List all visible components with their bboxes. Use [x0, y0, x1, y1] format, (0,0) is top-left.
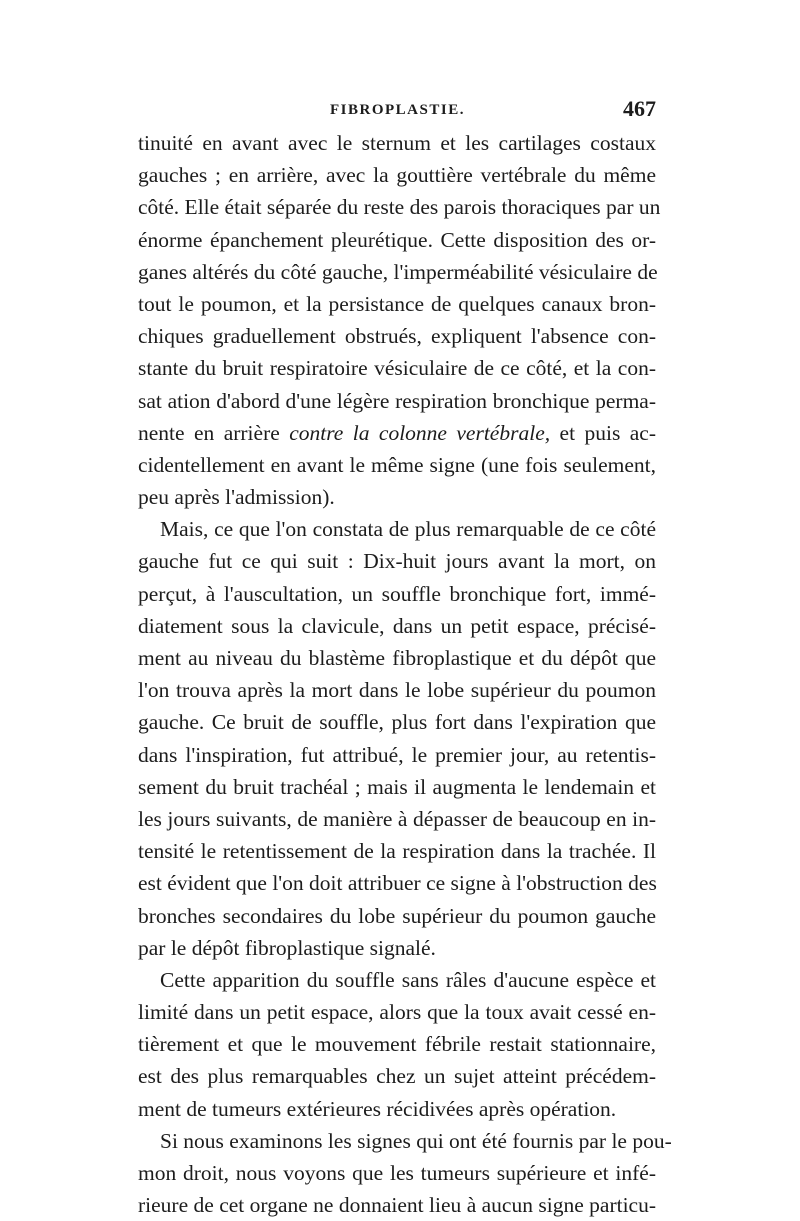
text-line: dans l'inspiration, fut attribué, le premier jour, au retentis-	[138, 742, 656, 767]
paragraph-2	[138, 513, 656, 964]
text-fragment: et puis ac-	[550, 420, 656, 445]
text-line: gauche fut ce qui suit : Dix-huit jours avant la mort, on	[138, 549, 656, 574]
paragraph-1	[138, 127, 661, 513]
text-line: sat ation d'abord d'une légère respiration bronchique perma-	[138, 388, 656, 413]
text-line: bronches secondaires du lobe supérieur du poumon gauche	[138, 903, 656, 928]
paragraph-4	[138, 1125, 672, 1221]
text-line: tout le poumon, et la persistance de quelques canaux bron-	[138, 291, 656, 316]
text-line: peu après l'admission).	[138, 485, 335, 510]
text-line: côté. Elle était séparée du reste des parois thoraciques par un	[138, 195, 661, 220]
text-line: mon droit, nous voyons que les tumeurs supérieure et infé-	[138, 1161, 656, 1185]
page-header	[138, 96, 658, 126]
text-line: ment de tumeurs extérieures récidivées après opération.	[138, 1096, 617, 1121]
text-line: énorme épanchement pleurétique. Cette disposition des or-	[138, 227, 656, 252]
text-line: tensité le retentissement de la respiration dans la trachée. Il	[138, 839, 656, 864]
text-line: rieure de cet organe ne donnaient lieu à aucun signe particu-	[138, 1193, 656, 1218]
text-line: ganes altérés du côté gauche, l'imperméabilité vésiculaire de	[138, 259, 658, 284]
text-line: Cette apparition du souffle sans râles d'aucune espèce et	[160, 967, 656, 992]
running-title: FIBROPLASTIE.	[330, 102, 465, 118]
text-line: gauche. Ce bruit de souffle, plus fort dans l'expiration que	[138, 710, 656, 735]
text-line: sement du bruit trachéal ; mais il augmenta le lendemain et	[138, 774, 656, 799]
paragraph-3	[138, 964, 656, 1125]
italic-phrase: contre la colonne vertébrale,	[289, 420, 551, 445]
text-fragment: nente en arrière	[138, 420, 290, 445]
text-line: ment au niveau du blastème fibroplastique et du dépôt que	[138, 646, 656, 670]
text-line: par le dépôt fibroplastique signalé.	[138, 935, 436, 960]
page-number: 467	[623, 96, 656, 121]
text-line: tièrement et que le mouvement fébrile restait stationnaire,	[138, 1032, 656, 1057]
text-line: Mais, ce que l'on constata de plus remarquable de ce côté	[160, 517, 656, 542]
text-line: chiques graduellement obstrués, expliquent l'absence con-	[138, 324, 656, 349]
text-line: les jours suivants, de manière à dépasser de beaucoup en in-	[138, 806, 656, 831]
text-line-with-italic	[138, 417, 656, 449]
body-text	[138, 127, 672, 1221]
text-line: est évident que l'on doit attribuer ce signe à l'obstruction des	[138, 871, 657, 896]
text-line: est des plus remarquables chez un sujet atteint précédem-	[138, 1064, 656, 1089]
text-line: Si nous examinons les signes qui ont été fournis par le pou-	[160, 1128, 672, 1153]
text-line: perçut, à l'auscultation, un souffle bronchique fort, immé-	[138, 581, 656, 606]
text-line: cidentellement en avant le même signe (une fois seulement,	[138, 452, 656, 477]
text-line: limité dans un petit espace, alors que la toux avait cessé en-	[138, 1000, 656, 1025]
text-line: l'on trouva après la mort dans le lobe supérieur du poumon	[138, 678, 656, 703]
text-line: gauches ; en arrière, avec la gouttière vertébrale du même	[138, 163, 656, 188]
text-line: stante du bruit respiratoire vésiculaire de ce côté, et la con-	[138, 356, 656, 381]
text-line: diatement sous la clavicule, dans un petit espace, précisé-	[138, 613, 656, 638]
text-line: tinuité en avant avec le sternum et les cartilages costaux	[138, 131, 656, 155]
